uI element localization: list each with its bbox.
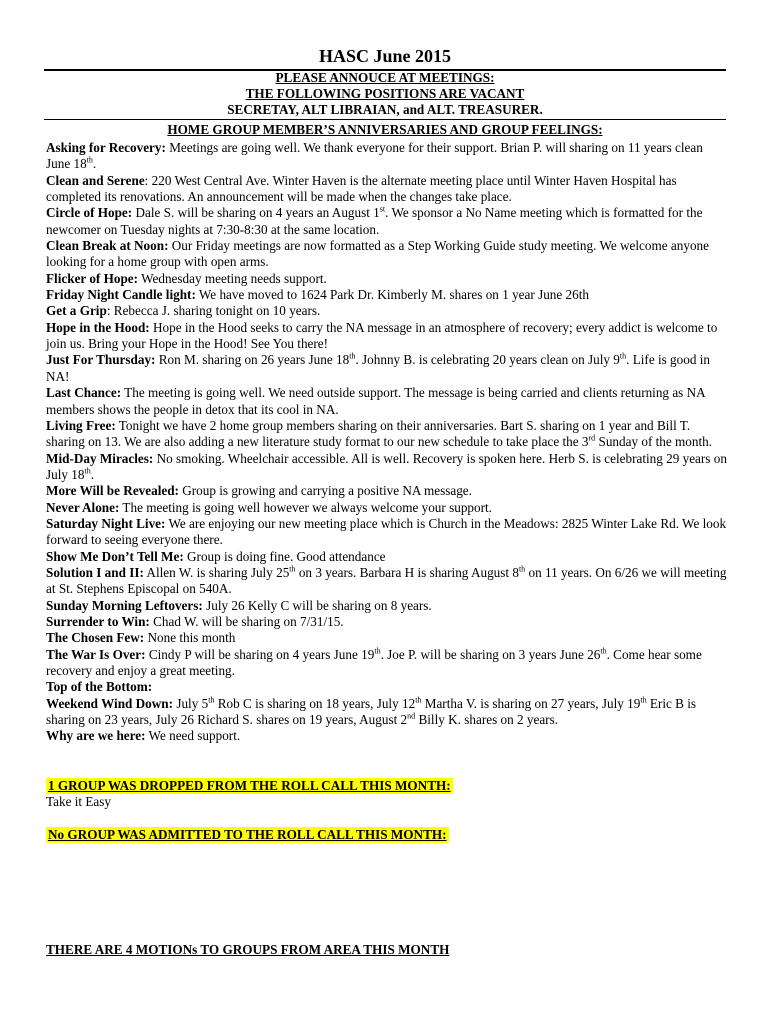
group-name: Last Chance: (46, 385, 122, 401)
group-entry (46, 418, 728, 451)
group-text: Dale S. will be sharing on 4 years an August 1st. We sponsor a No Name meeting which is formatted for the newcomer on Tuesday nights at 7:30-8:30 at the same location. (46, 204, 703, 237)
notice-line-1 (44, 70, 726, 86)
group-text: We have moved to 1624 Park Dr. Kimberly M. shares on 1 year June 26th (195, 287, 589, 303)
group-text: Tonight we have 2 home group members sharing on their anniversaries. Bart S. sharing on 1 year and Bill T. sharing on 13. We are also adding a new literature study format to our new schedule to take place the 3rd Sunday of the month. (46, 417, 713, 450)
notice-announce: PLEASE ANNOUCE AT MEETINGS: (275, 70, 495, 85)
group-entries (46, 140, 728, 745)
group-entry (46, 728, 728, 744)
group-entry (46, 696, 728, 729)
group-entry (46, 451, 728, 484)
group-name: The Chosen Few: (46, 630, 145, 646)
page-title: HASC June 2015 (318, 46, 452, 66)
group-text: None this month (144, 630, 236, 646)
group-entry (46, 647, 728, 680)
group-entry (46, 287, 728, 303)
group-name: Clean and Serene (46, 172, 145, 188)
group-text: Cindy P will be sharing on 4 years June 19th. Joe P. will be sharing on 3 years June 26th. Come hear some recovery and enjoy a great meeting. (46, 646, 702, 678)
group-text: Allen W. is sharing July 25th on 3 years. Barbara H is sharing August 8th on 11 years. On 6/26 we will meeting at St. Stephens Episcopal on 540A. (46, 564, 727, 597)
notice-line-2 (44, 86, 726, 102)
group-entry (46, 630, 728, 646)
group-text: We need support. (145, 728, 241, 744)
group-text: Our Friday meetings are now formatted as a Step Working Guide study meeting. We welcome anyone looking for a home group with open arms. (46, 238, 709, 270)
group-text: July 26 Kelly C will be sharing on 8 years. (202, 597, 432, 613)
group-entry (46, 320, 728, 353)
group-name: The War Is Over: (46, 646, 146, 662)
group-text: : Rebecca J. sharing tonight on 10 years. (106, 303, 321, 319)
notice-rule (44, 119, 726, 120)
group-text: : 220 West Central Ave. Winter Haven is the alternate meeting place until Winter Haven Hospital has completed its renovations. An announcement will be made when the changes take place. (46, 172, 677, 205)
group-name: Friday Night Candle light: (46, 287, 196, 303)
group-name: Weekend Wind Down: (46, 695, 174, 711)
group-name: Solution I and II: (46, 564, 144, 580)
group-name: Why are we here: (46, 728, 146, 744)
dropped-heading: 1 GROUP WAS DROPPED FROM THE ROLL CALL THIS MONTH: (48, 778, 451, 793)
group-entry (46, 598, 728, 614)
group-text: Group is doing fine. Good attendance (183, 548, 386, 564)
group-text: The meeting is going well. We need outside support. The message is being carried and clients returning as NA members shows the people in detox that its cool in NA. (46, 385, 705, 417)
group-entry (46, 516, 728, 549)
group-name: Clean Break at Noon: (46, 238, 169, 254)
group-entry (46, 303, 728, 319)
group-name: Never Alone: (46, 499, 120, 515)
group-name: Asking for Recovery: (46, 140, 166, 155)
group-entry (46, 500, 728, 516)
group-text: We are enjoying our new meeting place which is Church in the Meadows: 2825 Winter Lake Rd. We look forward to seeing everyone there. (46, 515, 727, 548)
group-entry (46, 679, 728, 695)
group-name: Circle of Hope: (46, 205, 133, 221)
group-entry (46, 140, 728, 173)
group-entry (46, 614, 728, 630)
motions-heading: THERE ARE 4 MOTIONs TO GROUPS FROM AREA THIS MONTH (46, 942, 450, 957)
group-text: Ron M. sharing on 26 years June 18th. Johnny B. is celebrating 20 years clean on July 9th. Life is good in NA! (46, 352, 710, 384)
group-name: Flicker of Hope: (46, 270, 139, 286)
group-text: Meetings are going well. We thank everyone for their support. Brian P. will sharing on 11 years clean June 18th. (46, 140, 703, 172)
group-entry (46, 549, 728, 565)
group-text: Hope in the Hood seeks to carry the NA message in an atmosphere of recovery; every addict is welcome to join us. Bring your Hope in the Hood! See You there! (46, 319, 718, 352)
group-name: Hope in the Hood: (46, 319, 150, 335)
anniversaries-heading: HOME GROUP MEMBER’S ANNIVERSARIES AND GROUP FEELINGS: (167, 122, 603, 137)
group-name: Saturday Night Live: (46, 515, 166, 531)
group-name: Just For Thursday: (46, 352, 156, 368)
group-entry (46, 385, 728, 418)
group-text: Chad W. will be sharing on 7/31/15. (149, 613, 344, 629)
group-name: More Will be Revealed: (46, 483, 179, 499)
group-name: Get a Grip (46, 303, 107, 319)
group-text: The meeting is going well however we always welcome your support. (119, 499, 492, 515)
group-name: Show Me Don’t Tell Me: (46, 548, 184, 564)
group-entry (46, 238, 728, 271)
group-text: Group is growing and carrying a positive NA message. (178, 483, 472, 499)
group-entry (46, 483, 728, 499)
notice-line-3: SECRETAY, ALT LIBRAIAN, and ALT. TREASURER. (227, 102, 543, 117)
notice-line-4 (44, 122, 726, 138)
group-entry (46, 271, 728, 287)
dropped-group: Take it Easy (46, 794, 111, 809)
group-name: Surrender to Win: (46, 613, 150, 629)
group-entry (46, 205, 728, 238)
group-entry (46, 352, 728, 385)
group-name: Sunday Morning Leftovers: (46, 597, 203, 613)
group-name: Top of the Bottom: (46, 679, 153, 695)
group-text: July 5th Rob C is sharing on 18 years, July 12th Martha V. is sharing on 27 years, July 19th Eric B is sharing on 23 years, July 26 Richard S. shares on 19 years, August 2nd Billy K. shares on 2 years. (46, 695, 697, 728)
group-text: No smoking. Wheelchair accessible. All is well. Recovery is spoken here. Herb S. is celebrating 29 years on July 18th. (46, 450, 727, 482)
group-entry (46, 565, 728, 598)
group-entry (46, 173, 728, 206)
admitted-heading: No GROUP WAS ADMITTED TO THE ROLL CALL THIS MONTH: (48, 827, 447, 842)
group-text: Wednesday meeting needs support. (138, 270, 327, 286)
notice-vacant-heading: THE FOLLOWING POSITIONS ARE VACANT (245, 86, 525, 101)
group-name: Mid-Day Miracles: (46, 450, 154, 466)
group-name: Living Free: (46, 417, 116, 433)
